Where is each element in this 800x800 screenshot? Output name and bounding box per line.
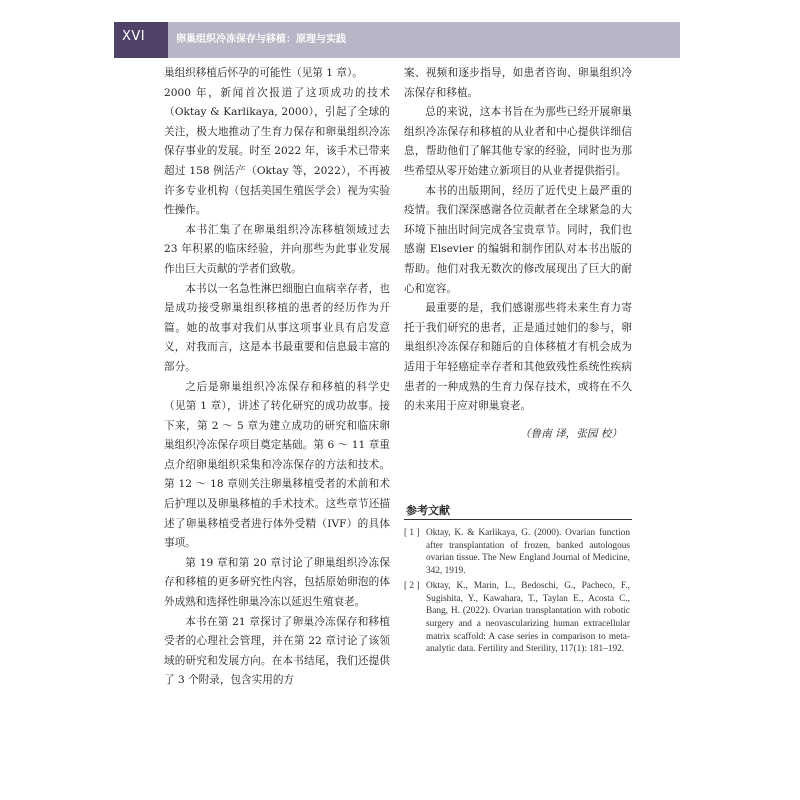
paragraph: 总的来说，这本书旨在为那些已经开展卵巢组织冷冻保存和移植的从业者和中心提供详细信息，帮助他们了解其他专家的经验，同时也为那些希望从零开始建立新项目的从业者提供指引。 — [404, 106, 632, 177]
paragraph: 本书的出版期间，经历了近代史上最严重的疫情。我们深深感谢各位贡献者在全球紧急的大环境下抽出时间完成各宝贵章节。同时，我们也感谢 Elsevier 的编辑和制作团队对本书出版的帮助。他们对我无数次的修改展现出了巨大的耐心和宽容。 — [404, 184, 632, 295]
left-text-column — [164, 64, 390, 691]
references-heading: 参考文献 — [406, 504, 450, 517]
paragraph: 本书以一名急性淋巴细胞白血病幸存者，也是成功接受卵巢组织移植的患者的经历作为开篇。她的故事对我们从事这项事业具有启发意义，对我而言，这是本书最重要和信息最丰富的部分。 — [164, 282, 390, 373]
reference-number: [ 2 ] — [404, 580, 420, 591]
paragraph: 之后是卵巢组织冷冻保存和移植的科学史（见第 1 章），讲述了转化研究的成功故事。接下来，第 2 ～ 5 章为建立成功的研究和临床卵巢组织冷冻保存项目奠定基础。第 6 ～ 11 章重点介绍卵巢组织采集和冷冻保存的方法和技术。第 12 ～ 18 章则关注卵巢移植受者的术前和术后护理以及卵巢移植的手术技术。这些章节还描述了卵巢移植受者进行体外受精（IVF）的具体事项。 — [164, 380, 390, 550]
page-number: XVI — [122, 29, 146, 44]
paragraph: 巢组织移植后怀孕的可能性（见第 1 章）。 — [164, 67, 363, 79]
right-text-column — [404, 64, 632, 444]
paragraph: 案、视频和逐步指导，如患者咨询、卵巢组织冷冻保存和移植。 — [404, 67, 632, 99]
reference-text: Oktay, K., Marin, L., Bedoschi, G., Pacheco, F., Sugishita, Y., Kawahara, T., Taylan E., Acosta C., Bang, H. (2022). Ovarian transplantation with robotic surgery and a neovascularizing human extracellular matrix scaffold: A case series in comparison to meta-analytic data. Fertility and Sterility, 117(1): 181–192. — [426, 580, 630, 655]
paragraph: 本书汇集了在卵巢组织冷冻移植领域过去 23 年积累的临床经验，并向那些为此事业发展作出巨大贡献的学者们致敬。 — [164, 223, 390, 275]
paragraph: 最重要的是，我们感谢那些将未来生育力寄托于我们研究的患者，正是通过她们的参与，卵巢组织冷冻保存和随后的自体移植才有机会成为适用于年轻癌症幸存者和其他致残性系统性疾病患者的一种成熟的生育力保存技术，或将在不久的未来用于应对卵巢衰老。 — [404, 302, 632, 413]
reference-item — [404, 580, 630, 656]
translator-credit: （鲁南 译，张园 校） — [519, 427, 622, 440]
paragraph: 第 19 章和第 20 章讨论了卵巢组织冷冻保存和移植的更多研究性内容，包括原始卵泡的体外成熟和选择性卵巢冷冻以延迟生殖衰老。 — [164, 556, 390, 609]
reference-number: [ 1 ] — [404, 528, 420, 538]
paragraph: 本书在第 21 章探讨了卵巢冷冻保存和移植受者的心理社会管理，并在第 22 章讨论了该领域的研究和发展方向。在本书结尾，我们还提供了 3 个附录，包含实用的方 — [164, 615, 390, 687]
references-list — [404, 527, 630, 658]
paragraph: 2000 年，新闻首次报道了这项成功的技术（Oktay & Karlikaya, 2000），引起了全球的关注，极大地推动了生育力保存和卵巢组织冷冻保存事业的发展。时至 2022 年，该手术已带来超过 158 例活产（Oktay 等，2022），不再被许多专业机构（包括美国生殖医学会）视为实验性操作。 — [164, 86, 390, 217]
running-title: 卵巢组织冷冻保存与移植：原理与实践 — [176, 34, 346, 45]
reference-text: Oktay, K. & Karlikaya, G. (2000). Ovarian function after transplantation of frozen, banked autologous ovarian tissue. The New England Journal of Medicine, 342, 1919. — [426, 528, 630, 577]
reference-item — [404, 527, 630, 578]
references-divider — [404, 519, 632, 520]
